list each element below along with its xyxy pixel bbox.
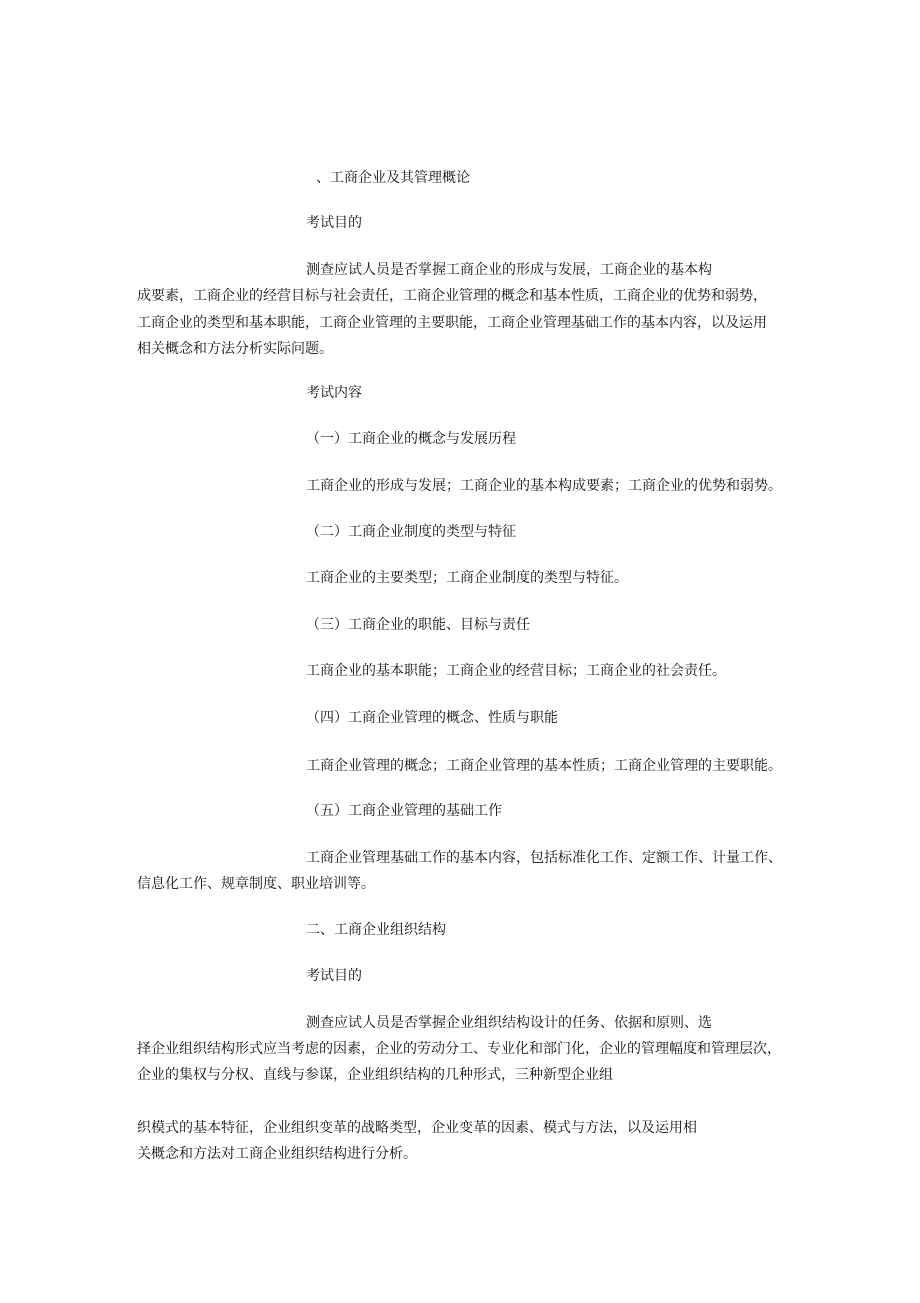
item-body: 工商企业的基本职能；工商企业的经营目标；工商企业的社会责任。 — [306, 663, 726, 679]
item-heading: （五）工商企业管理的基础工作 — [306, 803, 502, 819]
section-title: 、工商企业及其管理概论 — [316, 170, 470, 186]
item-body: 工商企业的形成与发展；工商企业的基本构成要素；工商企业的优势和弱势。 — [306, 478, 782, 494]
item-body: 信息化工作、规章制度、职业培训等。 — [137, 876, 375, 892]
paragraph-line: 企业的集权与分权、直线与参谋，企业组织结构的几种形式，三种新型企业组 — [137, 1067, 613, 1083]
paragraph-line: 相关概念和方法分析实际问题。 — [137, 341, 333, 357]
item-heading: （三）工商企业的职能、目标与责任 — [306, 617, 530, 633]
paragraph-line: 测查应试人员是否掌握工商企业的形成与发展，工商企业的基本构 — [306, 262, 712, 278]
paragraph-line: 工商企业的类型和基本职能，工商企业管理的主要职能，工商企业管理基础工作的基本内容，以及运用 — [137, 315, 767, 331]
item-body: 工商企业管理的概念；工商企业管理的基本性质；工商企业管理的主要职能。 — [306, 758, 782, 774]
section-title: 二、工商企业组织结构 — [306, 922, 446, 938]
objective-heading: 考试目的 — [306, 968, 362, 984]
paragraph-line: 成要素，工商企业的经营目标与社会责任，工商企业管理的概念和基本性质，工商企业的优势和弱势， — [137, 288, 767, 304]
paragraph-line: 关概念和方法对工商企业组织结构进行分析。 — [137, 1146, 417, 1162]
content-heading: 考试内容 — [306, 385, 362, 401]
item-heading: （四）工商企业管理的概念、性质与职能 — [306, 710, 558, 726]
item-body: 工商企业的主要类型；工商企业制度的类型与特征。 — [306, 570, 628, 586]
item-body: 工商企业管理基础工作的基本内容，包括标准化工作、定额工作、计量工作、 — [306, 850, 782, 866]
item-heading: （二）工商企业制度的类型与特征 — [306, 524, 516, 540]
paragraph-line: 择企业组织结构形式应当考虑的因素，企业的劳动分工、专业化和部门化，企业的管理幅度和管理层次， — [137, 1041, 781, 1057]
paragraph-line: 织模式的基本特征，企业组织变革的战略类型，企业变革的因素、模式与方法，以及运用相 — [137, 1120, 697, 1136]
objective-heading: 考试目的 — [306, 215, 362, 231]
paragraph-line: 测查应试人员是否掌握企业组织结构设计的任务、依据和原则、选 — [306, 1015, 712, 1031]
item-heading: （一）工商企业的概念与发展历程 — [306, 431, 516, 447]
